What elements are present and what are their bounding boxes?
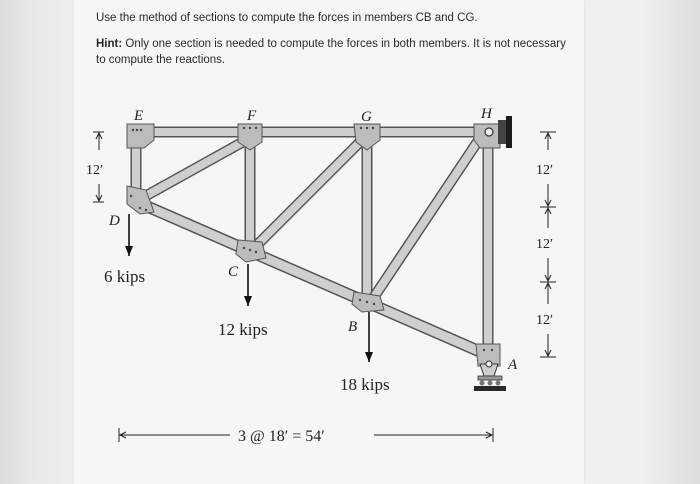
gusset-C xyxy=(236,240,266,262)
joint-label-H: H xyxy=(481,106,492,122)
hint-text: Only one section is needed to compute the forces in both members. It is not necessary to compute the reactions. xyxy=(96,38,566,66)
member-DA-bottom-chord xyxy=(137,202,490,356)
rivets xyxy=(130,127,493,351)
member-BH xyxy=(372,138,480,300)
gusset-E xyxy=(127,124,154,148)
question-text: Use the method of sections to compute the forces in members CB and CG. xyxy=(96,12,478,24)
dimension-right-label-2: 12′ xyxy=(536,237,554,252)
dimension-left-height-label: 12′ xyxy=(86,163,104,178)
member-CG xyxy=(254,138,364,248)
dimension-span-label: 3 @ 18′ = 54′ xyxy=(238,428,325,445)
dimension-right-labels xyxy=(536,163,553,328)
load-label-D: 6 kips xyxy=(104,267,146,286)
joint-label-A: A xyxy=(508,357,518,373)
load-label-C: 12 kips xyxy=(218,320,268,339)
hint-label: Hint: xyxy=(96,38,123,50)
joint-label-D: D xyxy=(109,213,120,229)
load-labels xyxy=(104,267,390,394)
dimension-right-label-1: 12′ xyxy=(536,163,554,178)
joint-label-C: C xyxy=(228,264,239,280)
joint-label-B: B xyxy=(348,319,358,335)
joint-label-E: E xyxy=(134,108,144,124)
truss-members xyxy=(136,132,492,356)
dimension-right-label-3: 12′ xyxy=(536,313,554,328)
load-label-B: 18 kips xyxy=(340,375,390,394)
joint-label-G: G xyxy=(361,109,372,125)
joint-labels xyxy=(108,106,518,373)
joint-label-F: F xyxy=(247,108,257,124)
member-DF xyxy=(142,138,250,198)
